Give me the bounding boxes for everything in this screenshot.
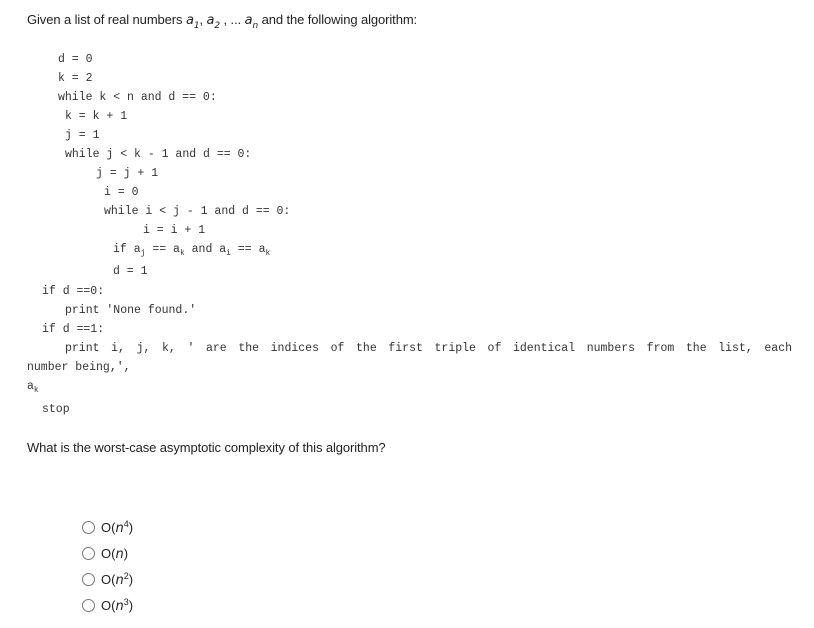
option-label: $O(n^2)$ xyxy=(101,571,134,588)
code-line-10: i = i + 1 xyxy=(143,224,206,237)
radio-button[interactable] xyxy=(82,521,95,534)
code-line-13: if d ==0: xyxy=(42,285,105,298)
option-n4[interactable] xyxy=(82,519,133,536)
code-line-3: while k < n and d == 0: xyxy=(58,91,217,104)
option-label: $O(n^4)$ xyxy=(101,519,134,536)
code-line-5: j = 1 xyxy=(65,129,100,142)
code-line-18: $a_k$ xyxy=(27,380,39,395)
option-n2[interactable] xyxy=(82,571,133,588)
intro-comma: , xyxy=(199,12,207,27)
intro-prefix: Given a list of real numbers xyxy=(27,12,186,27)
code-line-17: number being,', xyxy=(27,361,131,374)
code-line-8: i = 0 xyxy=(104,186,139,199)
option-label: O(n) xyxy=(101,546,129,562)
code-line-15: if d ==1: xyxy=(42,323,105,336)
code-line-2: k = 2 xyxy=(58,72,93,85)
radio-button[interactable] xyxy=(82,573,95,586)
var-a1: $a_1$ xyxy=(185,13,200,31)
option-n[interactable] xyxy=(82,545,128,562)
code-line-6: while j < k - 1 and d == 0: xyxy=(65,148,252,161)
option-label: $O(n^3)$ xyxy=(101,597,134,614)
intro-text xyxy=(27,12,417,31)
var-an: $a_n$ xyxy=(244,13,259,31)
code-line-11: if $a_j == a_k$ and $a_i == a_k$ xyxy=(113,243,271,258)
code-line-14: print 'None found.' xyxy=(65,304,197,317)
code-line-7: j = j + 1 xyxy=(96,167,159,180)
intro-ellipsis: , ... xyxy=(220,12,245,27)
code-line-9: while i < j - 1 and d == 0: xyxy=(104,205,291,218)
code-line-12: d = 1 xyxy=(113,265,148,278)
option-n3[interactable] xyxy=(82,597,133,614)
code-line-19: stop xyxy=(42,403,70,416)
code-line-4: k = k + 1 xyxy=(65,110,128,123)
code-line-1: d = 0 xyxy=(58,53,93,66)
radio-button[interactable] xyxy=(82,599,95,612)
radio-button[interactable] xyxy=(82,547,95,560)
question-text: What is the worst-case asymptotic complexity of this algorithm? xyxy=(27,440,386,455)
code-line-16: print i, j, k, ' are the indices of the first triple of identical numbers from the list, each xyxy=(65,342,792,355)
intro-suffix: and the following algorithm: xyxy=(258,12,418,27)
var-a2: $a_2$ xyxy=(206,13,221,31)
